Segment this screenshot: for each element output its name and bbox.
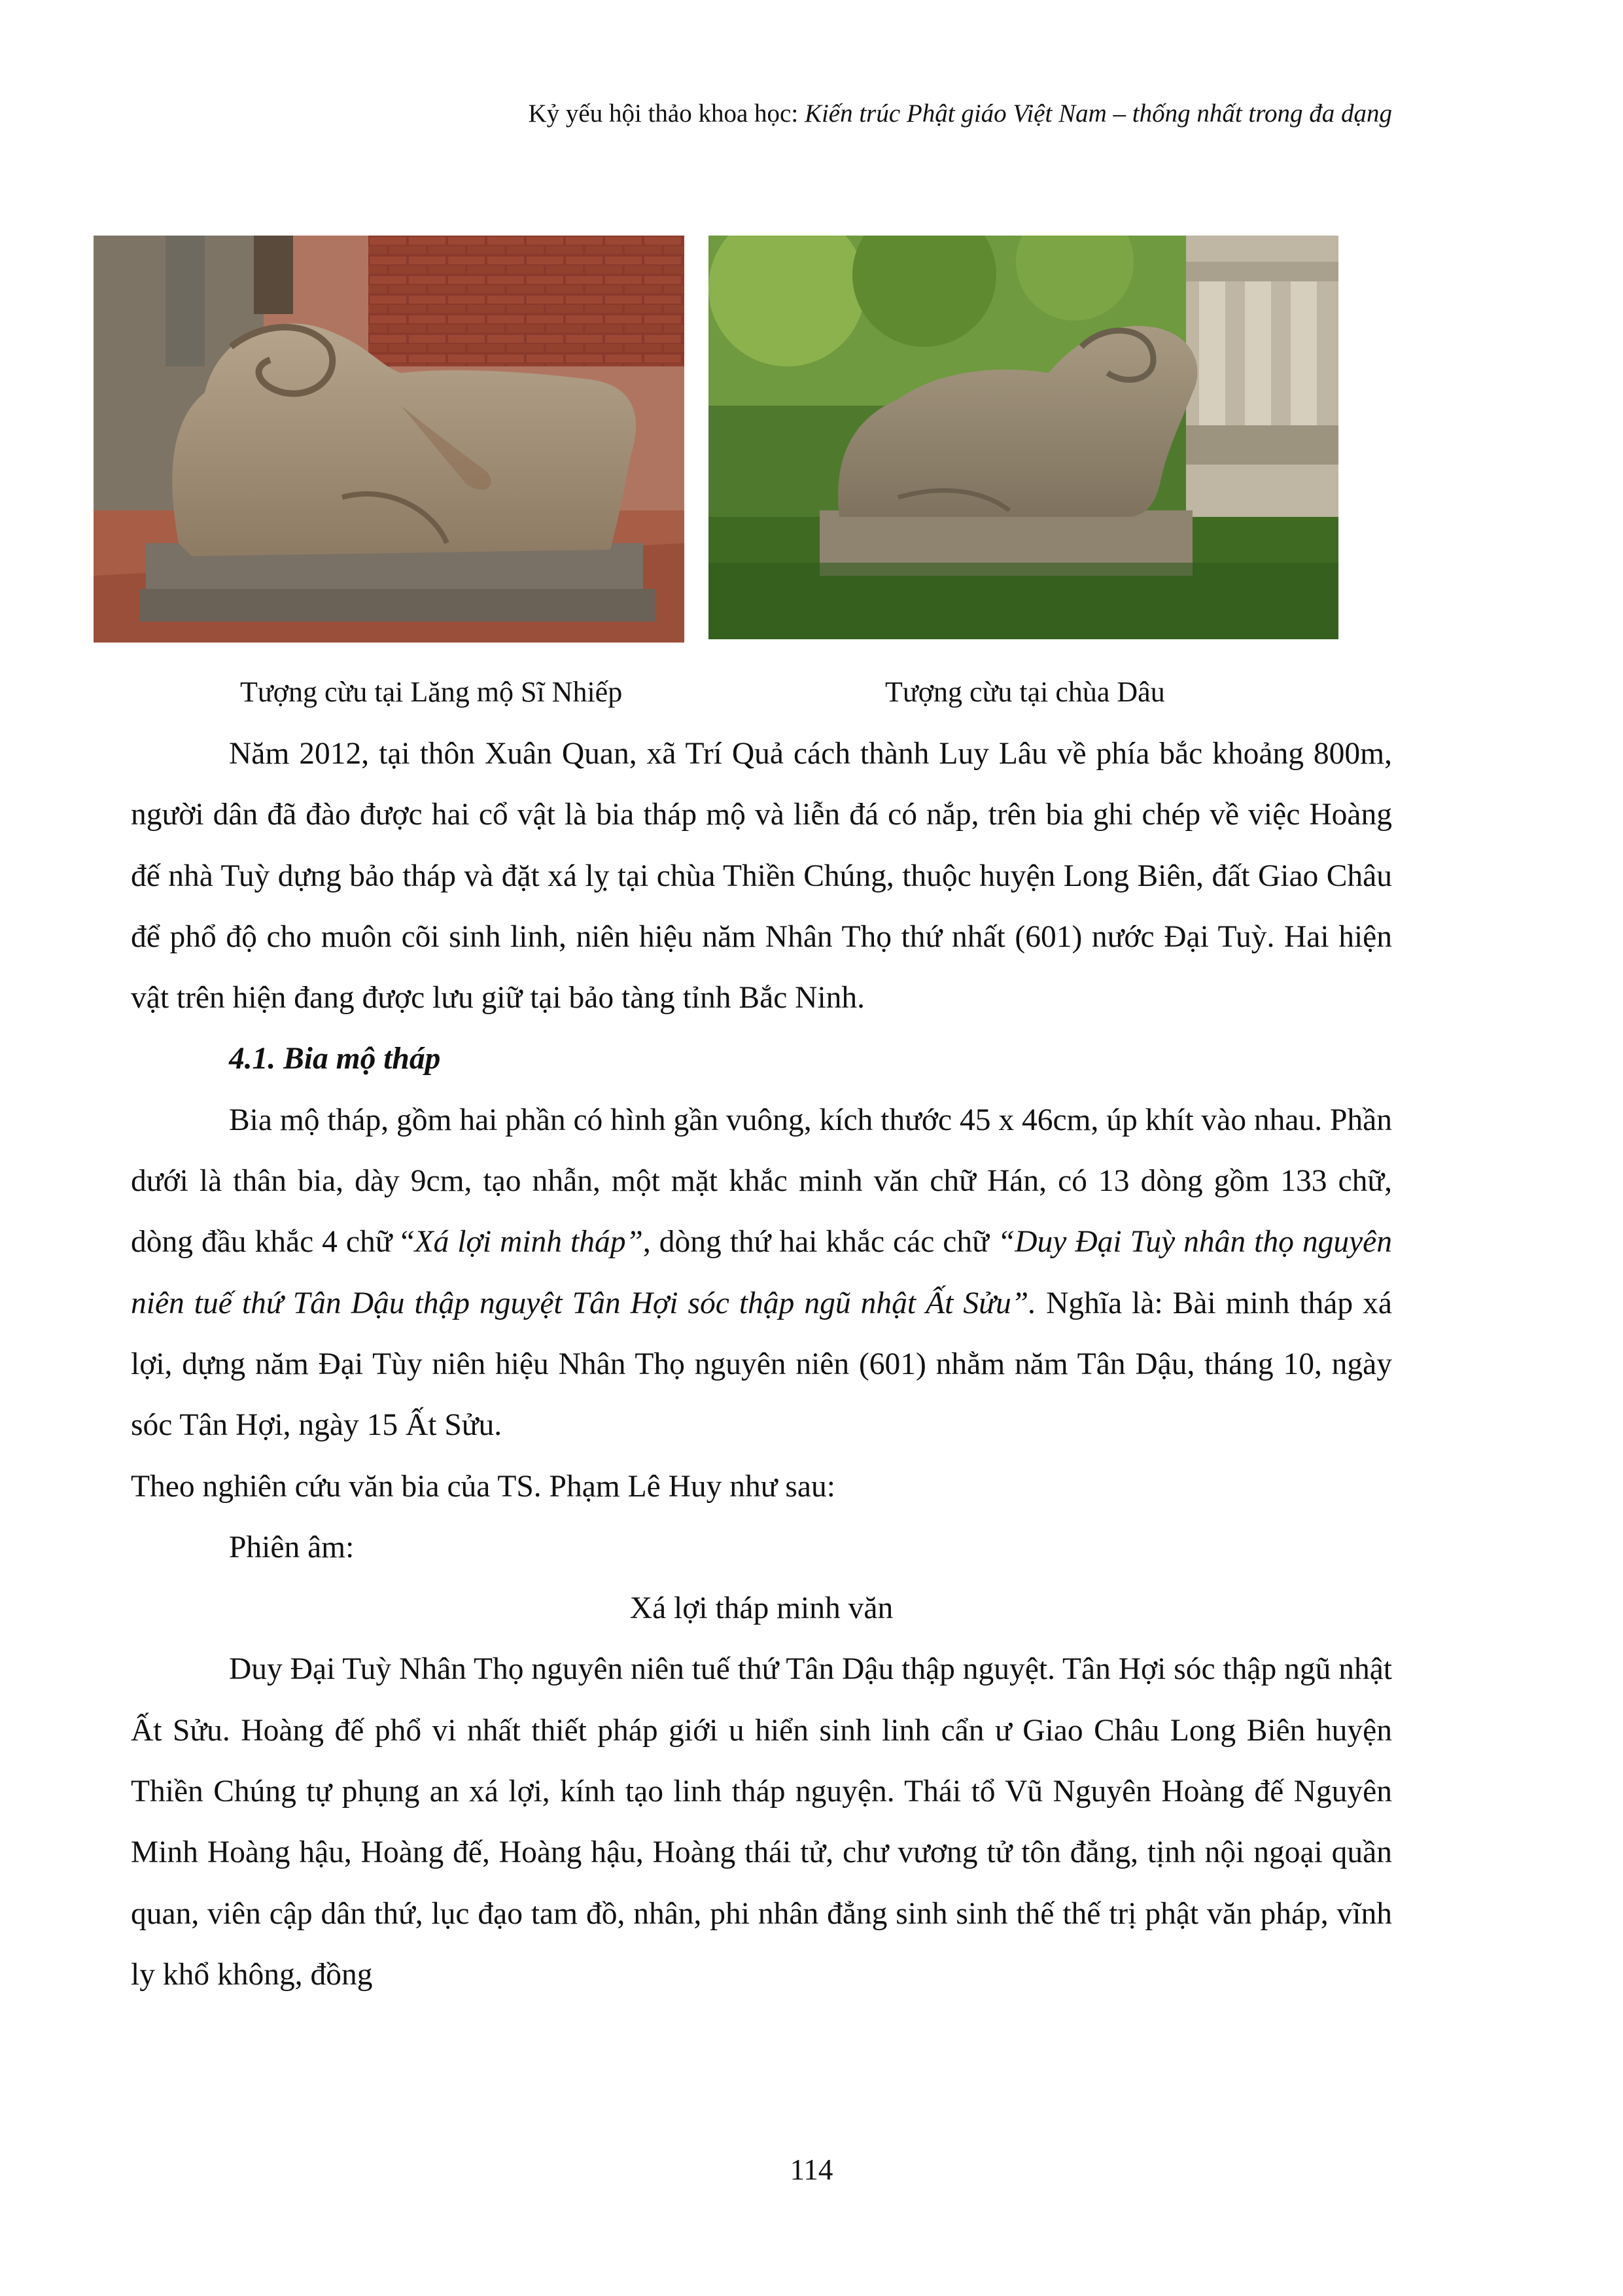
page-number: 114 xyxy=(790,2153,833,2186)
photo-ram-si-nhiep-tomb xyxy=(94,236,684,643)
text-run: Bia mộ tháp, gồm hai phần có hình gần vuông, kích thước 45 x 46cm, úp khít vào nhau. Phần dưới là thân bia, dày 9cm, tạo nhẫn, một mặt khắc minh văn chữ Hán, có 13 dòng gồm 133 chữ, dòng đầu khắc 4 chữ “ xyxy=(131,1103,1392,1260)
body-text xyxy=(131,724,1392,2005)
paragraph-transliteration-label: Phiên âm: xyxy=(229,1530,355,1564)
figure-caption-left: Tượng cừu tại Lăng mộ Sĩ Nhiếp xyxy=(240,676,623,708)
figure-caption-right: Tượng cừu tại chùa Dâu xyxy=(885,676,1165,708)
inscription-title: Xá lợi tháp minh văn xyxy=(629,1591,894,1626)
italic-run: Xá lợi minh tháp” xyxy=(414,1225,643,1260)
paragraph-discovery: Năm 2012, tại thôn Xuân Quan, xã Trí Quả cách thành Luy Lâu về phía bắc khoảng 800m, người dân đã đào được hai cổ vật là bia tháp mộ và liễn đá có nắp, trên bia ghi chép về việc Hoàng đế nhà Tuỳ dựng bảo tháp và đặt xá lỵ tại chùa Thiền Chúng, thuộc huyện Long Biên, đất Giao Châu để phổ độ cho muôn cõi sinh linh, niên hiệu năm Nhân Thọ thứ nhất (601) nước Đại Tuỳ. Hai hiện vật trên hiện đang được lưu giữ tại bảo tàng tỉnh Bắc Ninh. xyxy=(131,737,1392,1016)
paragraph-inscription-text: Duy Đại Tuỳ Nhân Thọ nguyên niên tuế thứ Tân Dậu thập nguyệt. Tân Hợi sóc thập ngũ nhật Ất Sửu. Hoàng đế phổ vi nhất thiết pháp giới u hiển sinh linh cẩn ư Giao Châu Long Biên huyện Thiền Chúng tự phụng an xá lợi, kính tạo linh tháp nguyện. Thái tổ Vũ Nguyên Hoàng đế Nguyên Minh Hoàng hậu, Hoàng đế, Hoàng hậu, Hoàng thái tử, chư vương tử tôn đẳng, tịnh nội ngoại quần quan, viên cập dân thứ, lục đạo tam đồ, nhân, phi nhân đẳng sinh sinh thế thế trị phật văn pháp, vĩnh ly khổ không, đồng xyxy=(131,1652,1392,1992)
header-prefix: Kỷ yếu hội thảo khoa học: xyxy=(528,99,805,128)
running-header xyxy=(105,97,1392,131)
header-title: Kiến trúc Phật giáo Việt Nam – thống nhất trong đa dạng xyxy=(804,99,1392,128)
italic-run: “Duy Đại Tuỳ nhân thọ nguyên niên tuế thứ Tân Dậu thập nguyệt Tân Hợi sóc thập ngũ nhật Ất Sửu”. xyxy=(131,1225,1392,1320)
paragraph-stele-description xyxy=(131,1090,1392,1457)
text-run: , dòng thứ hai khắc các chữ xyxy=(642,1225,998,1260)
paragraph-research-intro: Theo nghiên cứu văn bia của TS. Phạm Lê Huy như sau: xyxy=(131,1469,835,1504)
section-heading: 4.1. Bia mộ tháp xyxy=(229,1042,441,1076)
text-run: Nghĩa là: Bài minh tháp xá lợi, dựng năm Đại Tùy niên hiệu Nhân Thọ nguyên niên (601) nhằm năm Tân Dậu, tháng 10, ngày sóc Tân Hợi, ngày 15 Ất Sửu. xyxy=(131,1286,1392,1443)
photo-ram-dau-pagoda xyxy=(708,236,1338,639)
